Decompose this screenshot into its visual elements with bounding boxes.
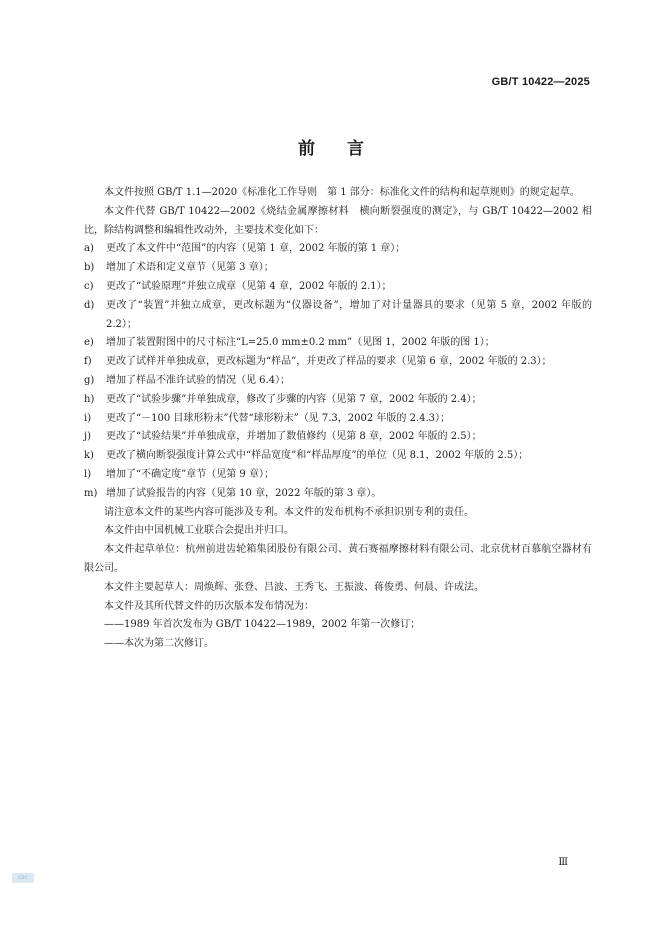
list-item-text: 更改了“装置”并独立成章，更改标题为“仪器设备”，增加了对计量器具的要求（见第 5 章，2002 年版的 2.2）； bbox=[106, 299, 592, 330]
intro-paragraph-1: 本文件按照 GB/T 1.1—2020《标准化工作导则 第 1 部分：标准化文件的结构和起草规则》的规定起草。 bbox=[104, 187, 580, 198]
proposing-organization: 本文件由中国机械工业联合会提出并归口。 bbox=[104, 525, 294, 537]
list-item bbox=[84, 297, 592, 335]
list-item bbox=[84, 466, 592, 485]
list-item-label: j) bbox=[84, 431, 92, 443]
list-item-label: b) bbox=[84, 262, 95, 274]
list-item-text: 更改了“试验结果”并单独成章，并增加了数值修约（见第 8 章，2002 年版的 2.5）； bbox=[106, 431, 482, 443]
list-item-text: 更改了横向断裂强度计算公式中“样品宽度”和“样品厚度”的单位（见 8.1，2002 年版的 2.5）； bbox=[106, 450, 529, 462]
list-item-text: 增加了“不确定度”章节（见第 9 章）； bbox=[106, 468, 274, 480]
list-item-label: f) bbox=[84, 356, 92, 368]
list-item-text: 更改了试样并单独成章，更改标题为“样品”，并更改了样品的要求（见第 6 章，2002 年版的 2.3）； bbox=[106, 356, 552, 368]
version-history-item: ——1989 年首次发布为 GB/T 10422—1989，2002 年第一次修订； bbox=[104, 619, 421, 631]
list-item bbox=[84, 372, 592, 391]
list-item-label: c) bbox=[84, 280, 94, 292]
list-item-label: e) bbox=[84, 337, 94, 349]
list-item-text: 更改了“试验步骤”并单独成章，修改了步骤的内容（见第 7 章，2002 年版的 2.4）； bbox=[106, 393, 482, 405]
list-item bbox=[84, 353, 592, 372]
list-item bbox=[84, 240, 592, 259]
list-item bbox=[84, 259, 592, 278]
intro-paragraph-2: 本文件代替 GB/T 10422—2002《烧结金属摩擦材料 横向断裂强度的测定》，与 GB/T 10422—2002 相比，除结构调整和编辑性改动外，主要技术变化如下： bbox=[84, 205, 592, 236]
patent-notice: 请注意本文件的某些内容可能涉及专利。本文件的发布机构不承担识别专利的责任。 bbox=[104, 506, 474, 518]
technical-changes-list bbox=[84, 240, 592, 503]
foreword-body bbox=[84, 184, 592, 654]
list-item-text: 增加了装置附图中的尺寸标注“L=25.0 mm±0.2 mm”（见图 1，2002 年版的图 1）； bbox=[106, 337, 495, 349]
list-item-label: l) bbox=[84, 468, 92, 480]
watermark-logo: csc bbox=[12, 873, 34, 883]
list-item bbox=[84, 447, 592, 466]
list-item-label: i) bbox=[84, 412, 92, 424]
list-item-text: 更改了“试验原理”并独立成章（见第 4 章，2002 年版的 2.1）； bbox=[106, 280, 392, 292]
list-item bbox=[84, 278, 592, 297]
list-item-label: d) bbox=[84, 299, 95, 311]
list-item bbox=[84, 391, 592, 410]
standard-code: GB/T 10422—2025 bbox=[491, 76, 590, 88]
list-item-text: 更改了“－100 目球形粉末”代替“球形粉末”（见 7.3，2002 年版的 2.4.3）； bbox=[106, 412, 451, 424]
list-item bbox=[84, 410, 592, 429]
list-item bbox=[84, 485, 592, 504]
list-item-text: 增加了术语和定义章节（见第 3 章）； bbox=[106, 262, 274, 274]
list-item-text: 更改了本文件中“范围”的内容（见第 1 章，2002 年版的第 1 章）； bbox=[106, 243, 406, 255]
version-history-intro: 本文件及其所代替文件的历次版本发布情况为： bbox=[104, 600, 314, 612]
list-item-text: 增加了试验报告的内容（见第 10 章，2022 年版的第 3 章）。 bbox=[106, 487, 382, 499]
page-number: Ⅲ bbox=[558, 857, 568, 868]
list-item-label: h) bbox=[84, 393, 95, 405]
drafting-organizations: 本文件起草单位：杭州前进齿轮箱集团股份有限公司、黄石赛福摩擦材料有限公司、北京优材百慕航空器材有限公司。 bbox=[84, 544, 592, 574]
list-item bbox=[84, 428, 592, 447]
list-item-label: g) bbox=[84, 374, 95, 386]
main-drafters: 本文件主要起草人：周焕辉、张登、吕波、王秀飞、王振波、蒋俊勇、何晨、许成法。 bbox=[104, 581, 484, 593]
list-item-label: a) bbox=[84, 243, 94, 255]
list-item bbox=[84, 334, 592, 353]
list-item-label: m) bbox=[84, 487, 98, 499]
page-title: 前言 bbox=[298, 139, 396, 159]
list-item-text: 增加了样品不准许试验的情况（见 6.4）； bbox=[106, 374, 291, 386]
list-item-label: k) bbox=[84, 450, 94, 462]
version-history-item: ——本次为第二次修订。 bbox=[104, 638, 214, 650]
